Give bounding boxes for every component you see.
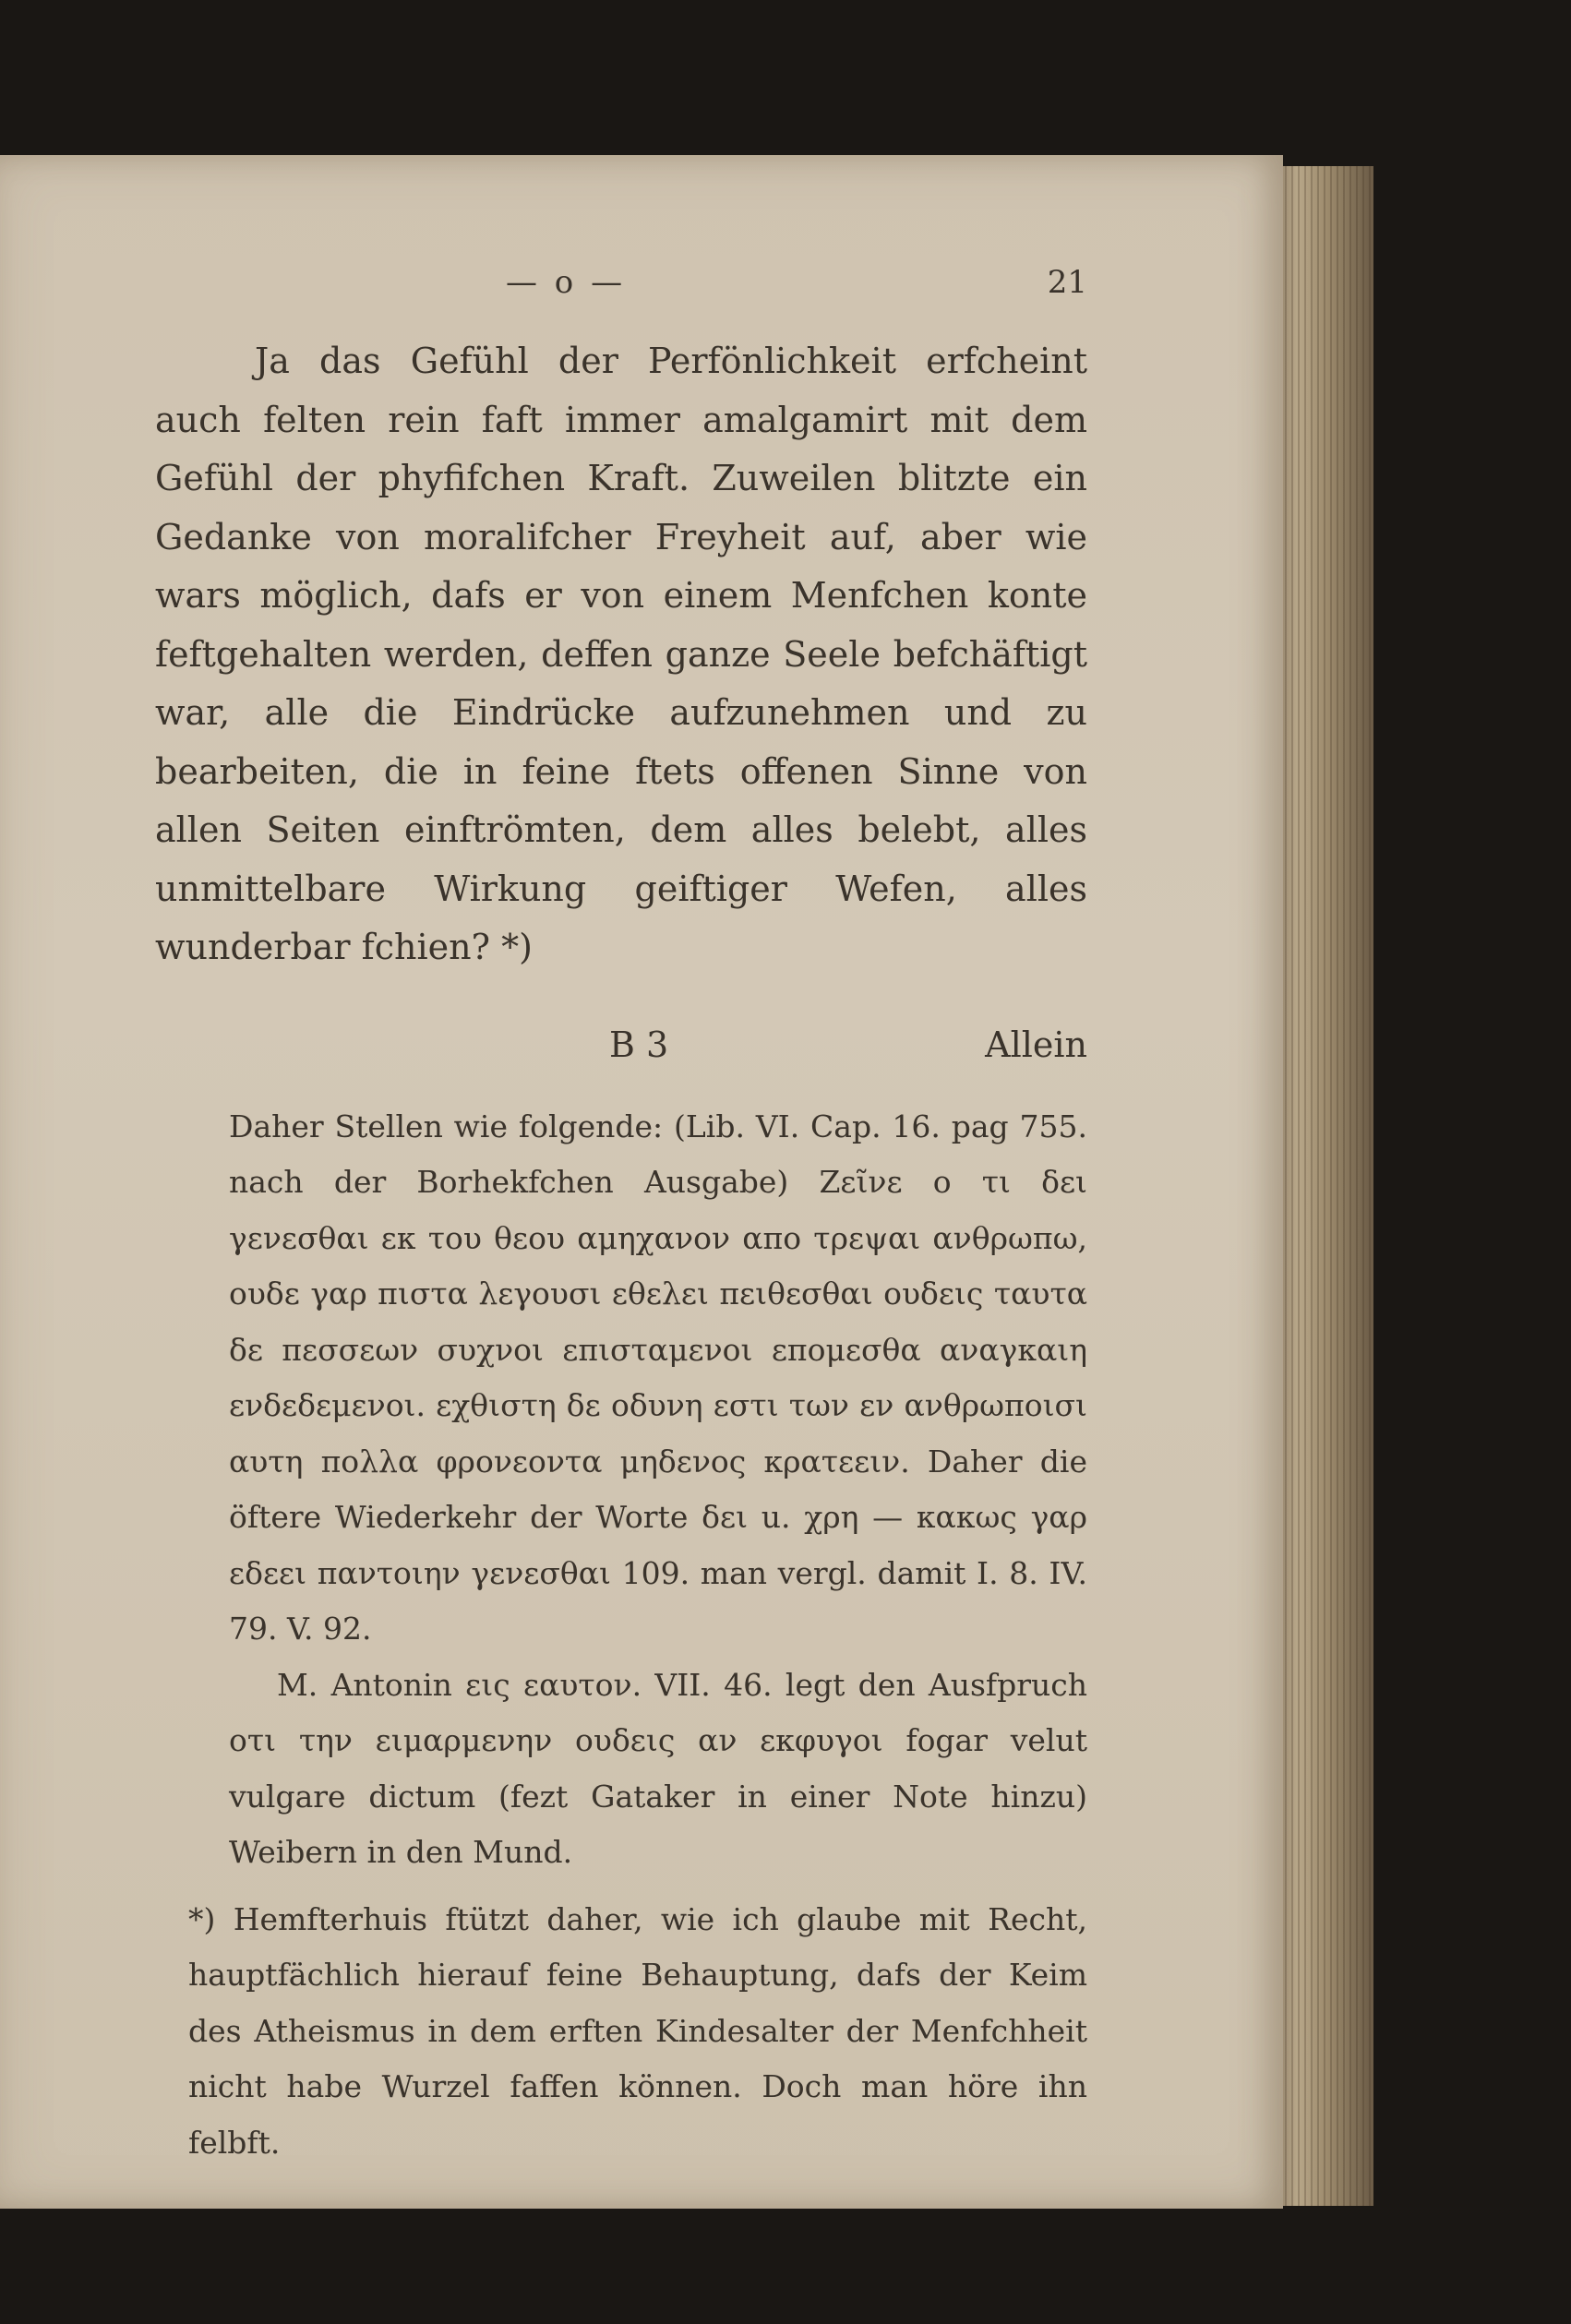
body-paragraph: Ja das Gefühl der Perfönlichkeit erfcheint auch felten rein faft immer amalgamirt mit dem Gefühl der phyfifchen Kraft. Zuweilen blitzte ein Gedanke von moralifcher Freyheit auf, aber wie wars möglich, dafs er von einem Menfchen konte feftgehalten werden, deffen ganze Seele befchäftigt war, alle die Eindrücke aufzunehmen und zu bearbeiten, die in feine ftets offenen Sinne von allen Seiten einftrömten, dem alles belebt, alles unmittelbare Wirkung geiftiger Wefen, alles wunderbar fchien? *) — [155, 341, 1087, 967]
signature-mark: B 3 — [609, 1024, 669, 1065]
footnote-herodotus: Daher Stellen wie folgende: (Lib. VI. Cap. 16. pag 755. nach der Borhekfchen Ausgabe) Ζεῖνε ο τι δει γενεσθαι εκ του θεου αμηχανον απο τρεψαι ανθρωπω, ουδε γαρ πιστα λεγουσι εθελει πειθεσθαι ουδεις ταυτα δε πεσσεων συχνοι επισταμενοι επομεσθα αναγκαιη ενδεδεμενοι. εχθιστη δε οδυνη εστι των εν ανθρωποισι αυτη πολλα φρονεοντα μηδενος κρατεειν. Daher die öftere Wiederkehr der Worte δει u. χρη — κακως γαρ εδεει παντοιην γενεσθαι 109. man vergl. damit I. 8. IV. 79. V. 92. — [229, 1108, 1087, 1647]
book-page-edges — [1272, 166, 1373, 2206]
catchword: Allein — [985, 1024, 1087, 1065]
footnote-hemsterhuis: *) Hemfterhuis ftützt daher, wie ich glaube mit Recht, hauptfächlich hierauf feine Behauptung, dafs der Keim des Atheismus in dem erften Kindesalter der Menfchheit nicht habe Wurzel faffen können. Doch man höre ihn felbft. — [188, 1900, 1087, 2161]
page-content — [155, 264, 1087, 2171]
header-ornament: — o — — [506, 264, 627, 301]
footnotes — [155, 1099, 1087, 2172]
signature-line — [155, 1012, 1087, 1077]
running-header — [155, 264, 1087, 319]
book-page — [0, 155, 1283, 2209]
footnote-antonin: M. Antonin εις εαυτον. VII. 46. legt den Ausfpruch οτι την ειμαρμενην ουδεις αν εκφυγοι fogar velut vulgare dictum (fezt Gataker in einer Note hinzu) Weibern in den Mund. — [229, 1666, 1087, 1870]
page-number: 21 — [1047, 264, 1087, 301]
